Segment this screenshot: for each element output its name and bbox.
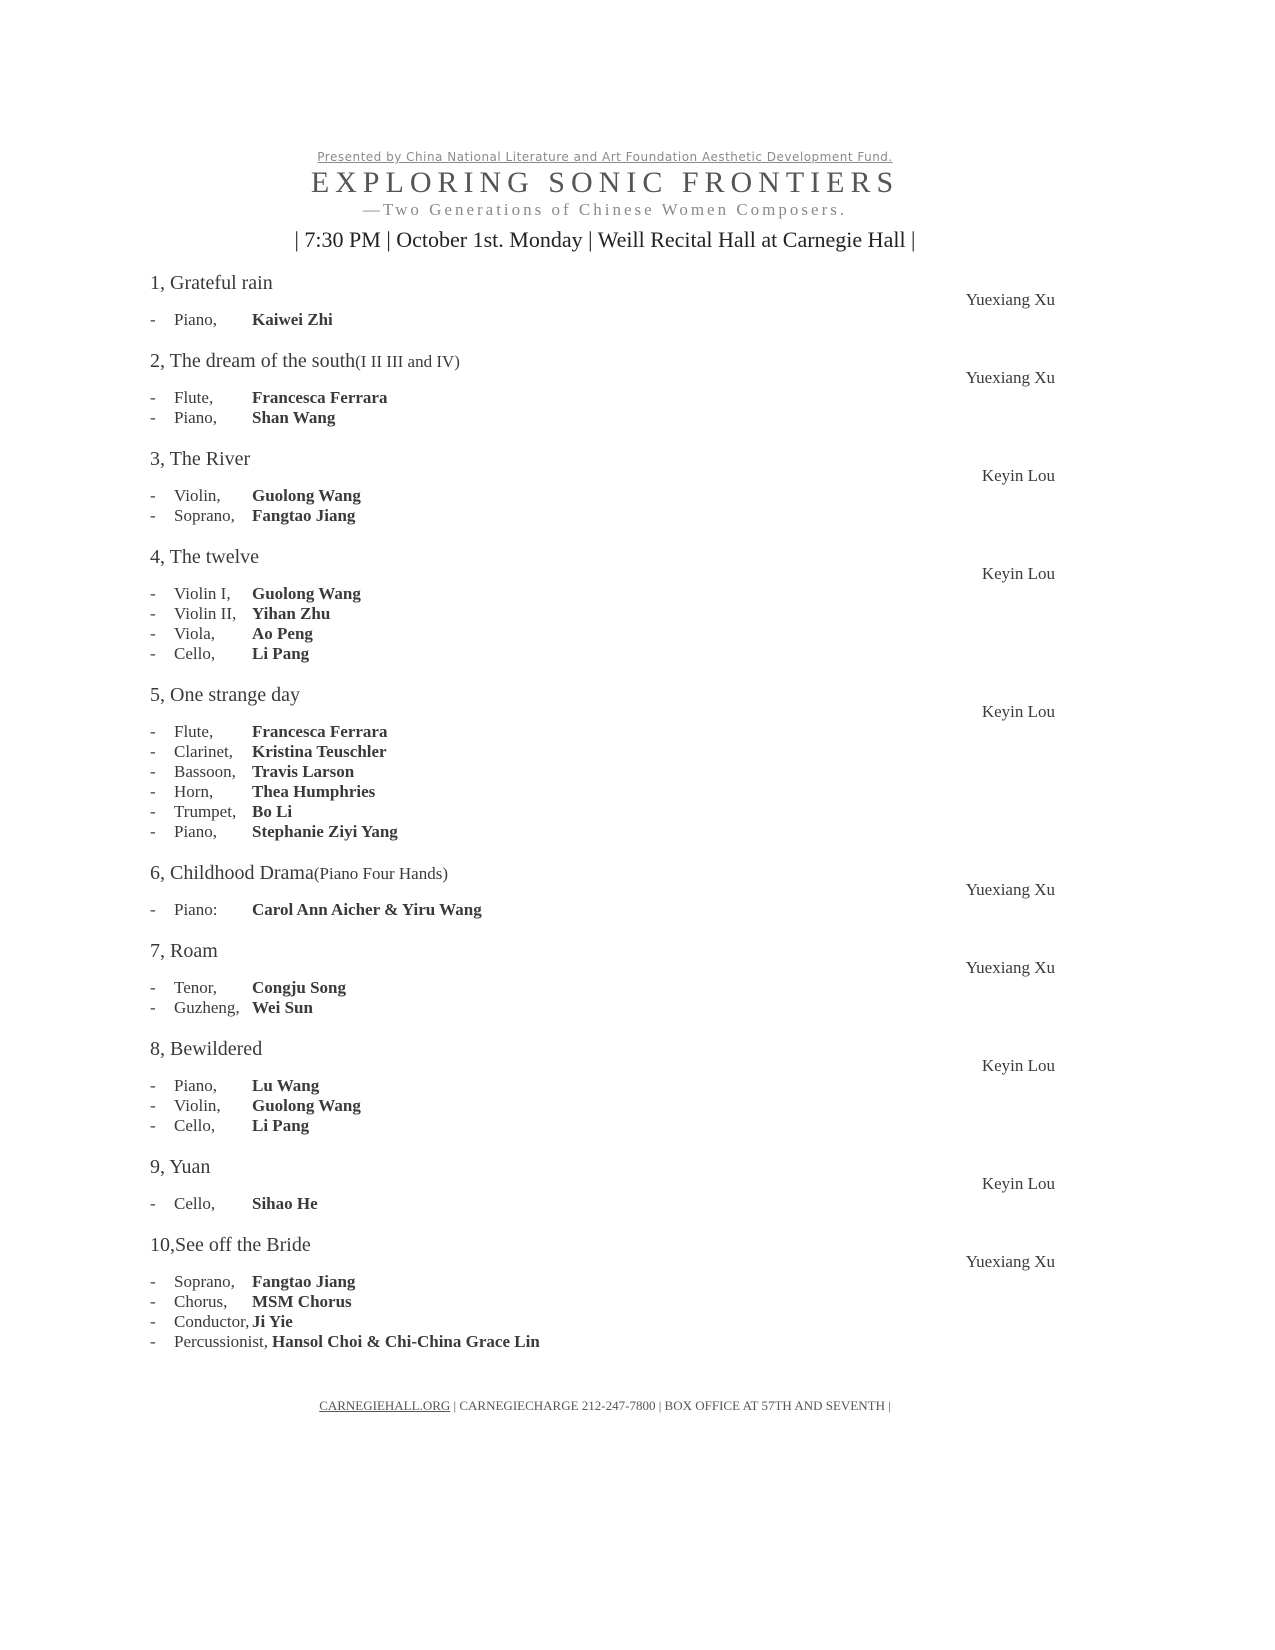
list-dash: - xyxy=(150,978,156,997)
performer-name: Stephanie Ziyi Yang xyxy=(252,822,398,841)
performer-list xyxy=(150,1076,1055,1136)
piece-title-text: The twelve xyxy=(169,546,260,568)
list-dash: - xyxy=(150,310,156,329)
composer-name: Keyin Lou xyxy=(981,564,1055,583)
performer-role: Violin I, xyxy=(174,584,231,603)
piece-title-text: See off the Bride xyxy=(175,1234,311,1256)
list-dash: - xyxy=(150,1194,156,1213)
date-venue-line: | 7:30 PM | October 1st. Monday | Weill Recital Hall at Carnegie Hall | xyxy=(294,227,916,252)
piece-title xyxy=(150,544,1055,570)
piece-number: 3, xyxy=(150,448,170,470)
concert-title: EXPLORING SONIC FRONTIERS xyxy=(310,166,900,199)
performer-row xyxy=(150,900,1055,920)
piece-title xyxy=(150,446,1055,472)
piece-number: 8, xyxy=(150,1038,170,1060)
list-dash: - xyxy=(150,998,156,1017)
performer-role: Piano: xyxy=(174,900,218,919)
program-list xyxy=(150,270,1055,1370)
performer-role: Bassoon, xyxy=(174,762,236,781)
list-dash: - xyxy=(150,408,156,427)
performer-role: Flute, xyxy=(174,388,214,407)
performer-name: Congju Song xyxy=(252,978,347,997)
performer-row xyxy=(150,408,1055,428)
performer-role: Cello, xyxy=(174,1116,216,1135)
performer-name: Carol Ann Aicher & Yiru Wang xyxy=(252,900,482,919)
performer-row xyxy=(150,1116,1055,1136)
piece-title-suffix: (Piano Four Hands) xyxy=(313,864,448,883)
performer-row xyxy=(150,388,1055,408)
list-dash: - xyxy=(150,486,156,505)
program-piece xyxy=(150,1154,1055,1214)
composer-name: Yuexiang Xu xyxy=(965,368,1055,387)
program-piece xyxy=(150,348,1055,428)
piece-number: 1, xyxy=(150,272,170,294)
performer-role: Soprano, xyxy=(174,506,235,525)
program-piece xyxy=(150,682,1055,842)
performer-row xyxy=(150,644,1055,664)
performer-row xyxy=(150,1272,1055,1292)
list-dash: - xyxy=(150,624,156,643)
performer-role: Horn, xyxy=(174,782,214,801)
performer-row xyxy=(150,624,1055,644)
performer-role: Violin, xyxy=(174,1096,221,1115)
performer-row xyxy=(150,1332,1055,1352)
piece-title xyxy=(150,938,1055,964)
composer-name: Yuexiang Xu xyxy=(965,1252,1055,1271)
performer-row xyxy=(150,822,1055,842)
performer-row xyxy=(150,1312,1055,1332)
carnegie-hall-link[interactable]: CARNEGIEHALL.ORG xyxy=(319,1398,451,1413)
list-dash: - xyxy=(150,762,156,781)
performer-name: Guolong Wang xyxy=(252,1096,361,1115)
performer-name: Fangtao Jiang xyxy=(252,506,356,525)
performer-list xyxy=(150,1194,1055,1214)
list-dash: - xyxy=(150,1332,156,1351)
list-dash: - xyxy=(150,900,156,919)
concert-subtitle: —Two Generations of Chinese Women Composers. xyxy=(362,200,848,219)
performer-name: MSM Chorus xyxy=(252,1292,352,1311)
performer-role: Chorus, xyxy=(174,1292,228,1311)
piece-title xyxy=(150,1232,1055,1258)
list-dash: - xyxy=(150,822,156,841)
performer-name: Hansol Choi & Chi-China Grace Lin xyxy=(271,1332,540,1351)
program-piece xyxy=(150,544,1055,664)
piece-title xyxy=(150,682,1055,708)
performer-list xyxy=(150,1272,1055,1352)
performer-role: Violin, xyxy=(174,486,221,505)
piece-number: 2, xyxy=(150,350,170,372)
performer-role: Piano, xyxy=(174,408,217,427)
list-dash: - xyxy=(150,604,156,623)
composer-name: Yuexiang Xu xyxy=(965,290,1055,309)
performer-name: Travis Larson xyxy=(252,762,355,781)
performer-name: Wei Sun xyxy=(252,998,313,1017)
performer-role: Trumpet, xyxy=(174,802,237,821)
performer-role: Cello, xyxy=(174,644,216,663)
performer-list xyxy=(150,900,1055,920)
list-dash: - xyxy=(150,1312,156,1331)
performer-row xyxy=(150,604,1055,624)
performer-row xyxy=(150,1194,1055,1214)
performer-role: Flute, xyxy=(174,722,214,741)
performer-row xyxy=(150,506,1055,526)
performer-row xyxy=(150,782,1055,802)
performer-list xyxy=(150,978,1055,1018)
list-dash: - xyxy=(150,1096,156,1115)
list-dash: - xyxy=(150,644,156,663)
performer-row xyxy=(150,1096,1055,1116)
presenter-credit: Presented by China National Literature and Art Foundation Aesthetic Development Fund. xyxy=(317,150,893,164)
program-piece xyxy=(150,860,1055,920)
footer-contact xyxy=(0,1398,1210,1414)
list-dash: - xyxy=(150,1116,156,1135)
performer-role: Guzheng, xyxy=(174,998,240,1017)
performer-row xyxy=(150,722,1055,742)
list-dash: - xyxy=(150,782,156,801)
performer-name: Thea Humphries xyxy=(252,782,376,801)
piece-title-suffix: (I II III and IV) xyxy=(355,352,460,371)
program-piece xyxy=(150,270,1055,330)
performer-list xyxy=(150,310,1055,330)
composer-name: Keyin Lou xyxy=(981,1174,1055,1193)
program-piece xyxy=(150,1232,1055,1352)
performer-name: Francesca Ferrara xyxy=(252,388,388,407)
performer-name: Guolong Wang xyxy=(252,584,361,603)
performer-row xyxy=(150,742,1055,762)
performer-role: Piano, xyxy=(174,1076,217,1095)
performer-name: Li Pang xyxy=(252,644,310,663)
performer-row xyxy=(150,310,1055,330)
piece-title-text: Grateful rain xyxy=(170,272,273,294)
piece-number: 6, xyxy=(150,862,170,884)
piece-title xyxy=(150,1036,1055,1062)
performer-role: Conductor, xyxy=(174,1312,250,1331)
performer-list xyxy=(150,584,1055,664)
list-dash: - xyxy=(150,722,156,741)
performer-row xyxy=(150,486,1055,506)
piece-title xyxy=(150,348,1055,374)
performer-list xyxy=(150,388,1055,428)
piece-title-text: The dream of the south xyxy=(169,350,356,372)
piece-number: 4, xyxy=(150,546,170,568)
performer-name: Li Pang xyxy=(252,1116,310,1135)
composer-name: Yuexiang Xu xyxy=(965,958,1055,977)
performer-role: Percussionist, xyxy=(174,1332,268,1351)
list-dash: - xyxy=(150,584,156,603)
composer-name: Keyin Lou xyxy=(981,1056,1055,1075)
performer-role: Soprano, xyxy=(174,1272,235,1291)
composer-name: Keyin Lou xyxy=(981,702,1055,721)
performer-row xyxy=(150,802,1055,822)
performer-name: Sihao He xyxy=(252,1194,318,1213)
piece-number: 10, xyxy=(150,1234,175,1256)
performer-name: Ao Peng xyxy=(252,624,313,643)
performer-name: Shan Wang xyxy=(252,408,336,427)
performer-role: Cello, xyxy=(174,1194,216,1213)
performer-row xyxy=(150,998,1055,1018)
piece-title xyxy=(150,860,1055,886)
list-dash: - xyxy=(150,1076,156,1095)
performer-row xyxy=(150,584,1055,604)
performer-name: Lu Wang xyxy=(252,1076,320,1095)
list-dash: - xyxy=(150,802,156,821)
piece-title-text: Roam xyxy=(170,940,218,962)
list-dash: - xyxy=(150,742,156,761)
piece-title-text: Bewildered xyxy=(170,1038,263,1060)
list-dash: - xyxy=(150,388,156,407)
performer-role: Violin II, xyxy=(174,604,237,623)
composer-name: Keyin Lou xyxy=(981,466,1055,485)
list-dash: - xyxy=(150,1292,156,1311)
footer-details: | CARNEGIECHARGE 212-247-7800 | BOX OFFICE AT 57TH AND SEVENTH | xyxy=(450,1398,891,1413)
performer-name: Guolong Wang xyxy=(252,486,361,505)
performer-row xyxy=(150,1076,1055,1096)
performer-name: Fangtao Jiang xyxy=(252,1272,356,1291)
piece-title xyxy=(150,270,1055,296)
performer-role: Viola, xyxy=(174,624,215,643)
program-piece xyxy=(150,938,1055,1018)
piece-title-text: One strange day xyxy=(170,684,300,706)
performer-name: Ji Yie xyxy=(252,1312,293,1331)
performer-list xyxy=(150,486,1055,526)
performer-name: Kaiwei Zhi xyxy=(252,310,333,329)
piece-number: 9, xyxy=(150,1156,170,1178)
performer-row xyxy=(150,1292,1055,1312)
performer-list xyxy=(150,722,1055,842)
performer-name: Bo Li xyxy=(252,802,293,821)
program-piece xyxy=(150,1036,1055,1136)
piece-title xyxy=(150,1154,1055,1180)
performer-name: Francesca Ferrara xyxy=(252,722,388,741)
performer-role: Piano, xyxy=(174,822,217,841)
composer-name: Yuexiang Xu xyxy=(965,880,1055,899)
program-piece xyxy=(150,446,1055,526)
performer-row xyxy=(150,762,1055,782)
performer-role: Tenor, xyxy=(174,978,217,997)
performer-row xyxy=(150,978,1055,998)
performer-name: Kristina Teuschler xyxy=(252,742,387,761)
piece-title-text: Childhood Drama xyxy=(170,862,314,884)
list-dash: - xyxy=(150,506,156,525)
piece-title-text: The River xyxy=(169,448,251,470)
piece-number: 5, xyxy=(150,684,170,706)
piece-number: 7, xyxy=(150,940,170,962)
performer-name: Yihan Zhu xyxy=(252,604,331,623)
list-dash: - xyxy=(150,1272,156,1291)
performer-role: Clarinet, xyxy=(174,742,234,761)
performer-role: Piano, xyxy=(174,310,217,329)
piece-title-text: Yuan xyxy=(169,1156,211,1178)
